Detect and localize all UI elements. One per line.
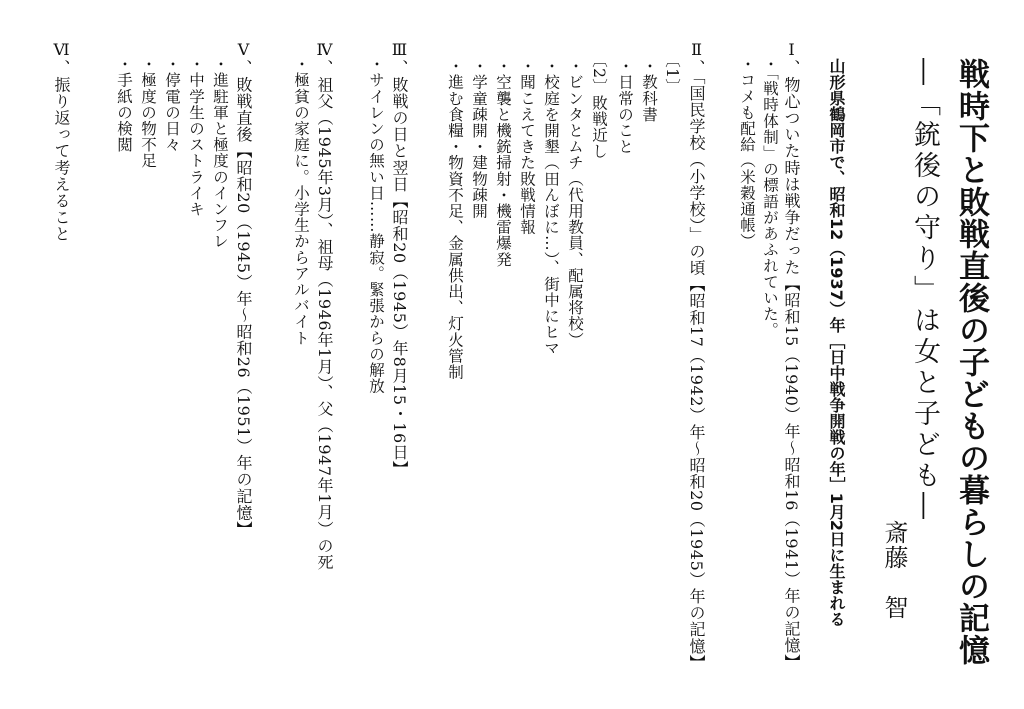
list-item: ・中学生のストライキ xyxy=(187,56,205,217)
list-item: ・停電の日々 xyxy=(163,56,181,153)
list-item: ・学童疎開・建物疎開 xyxy=(470,58,488,219)
subsection-2-heading: 〔2〕敗戦近し xyxy=(590,52,608,160)
author-name: 斎藤 智 xyxy=(880,520,908,620)
list-item: ・空襲と機銃掃射・機雷爆発 xyxy=(494,58,512,268)
list-item: ・聞こえてきた敗戦情報 xyxy=(518,58,536,236)
list-item: ・サイレンの無い日……静寂。緊張からの解放 xyxy=(367,56,385,395)
list-item: ・「戦時体制」の標語があふれていた。 xyxy=(761,56,779,339)
list-item: ・教科書 xyxy=(640,58,658,123)
section-4-heading: Ⅳ、祖父（1945年3月）、祖母（1946年1月）、父（1947年1月）の死 xyxy=(315,40,334,571)
list-item: ・極貧の家庭に。小学生からアルバイト xyxy=(292,56,310,346)
list-item: ・コメも配給（米穀通帳） xyxy=(738,56,756,250)
list-item: ・日常のこと xyxy=(616,58,634,155)
list-item: ・極度の物不足 xyxy=(139,56,157,169)
list-item: ・進駐軍と極度のインフレ xyxy=(211,56,229,250)
subsection-1-heading: 〔1〕 xyxy=(663,52,681,95)
section-3-heading: Ⅲ、敗戦の日と翌日【昭和20（1945）年8月15・16日】 xyxy=(390,40,409,477)
list-item: ・校庭を開墾（田んぼに…）、街中にヒマ xyxy=(542,58,560,357)
section-6-heading: Ⅵ、振り返って考えること xyxy=(52,40,71,243)
section-2-heading: Ⅱ、「国民学校（小学校）」の頃【昭和17（1942）年～昭和20（1945）年の記憶】 xyxy=(687,40,706,671)
document-title: 戦時下と敗戦直後の子どもの暮らしの記憶 xyxy=(953,58,989,666)
birth-line: 山形県鶴岡市で、昭和12（1937）年［日中戦争開戦の年］1月2日に生まれる xyxy=(827,58,846,628)
list-item: ・ビンタとムチ（代用教員、配属将校） xyxy=(566,58,584,348)
list-item: ・進む食糧・物資不足、金属供出、灯火管制 xyxy=(446,58,464,380)
list-item: ・手紙の検閲 xyxy=(115,56,133,153)
section-5-heading: Ⅴ、敗戦直後【昭和20（1945）年～昭和26（1951）年の記憶】 xyxy=(234,40,253,538)
section-1-heading: Ⅰ、物心ついた時は戦争だった【昭和15（1940）年～昭和16（1941）年の記憶】 xyxy=(782,40,801,671)
document-subtitle: ―「銃後の守り」は女と子ども― xyxy=(909,58,940,523)
